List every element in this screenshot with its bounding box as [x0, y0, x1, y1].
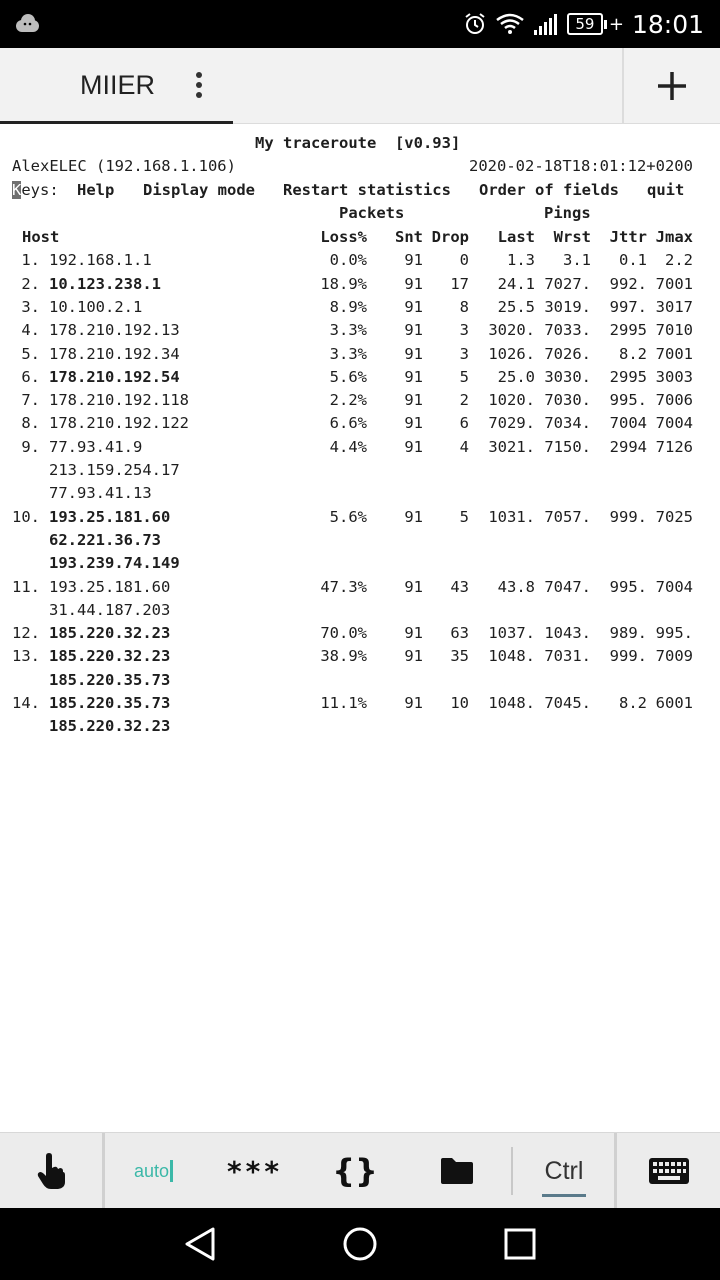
hop-snt: 91	[404, 694, 423, 712]
key-help[interactable]: Help	[77, 181, 115, 199]
hop-last: 7029.	[488, 414, 535, 433]
timestamp: 2020-02-18T18:01:12+0200	[469, 157, 693, 175]
hop-number: 8.	[21, 414, 40, 433]
hop-wrst: 7031.	[544, 647, 591, 666]
terminal-title: My traceroute [v0.93]	[255, 134, 461, 152]
hop-jmax: 2.2	[665, 251, 693, 270]
hop-drop: 3	[459, 344, 469, 363]
ctrl-button[interactable]	[514, 1133, 614, 1209]
folder-button[interactable]	[407, 1133, 507, 1209]
hop-drop: 6	[459, 414, 469, 433]
hop-snt: 91	[404, 507, 423, 526]
terminal-view[interactable]	[0, 124, 720, 1132]
hop-jttr: 8.2	[619, 344, 647, 363]
wifi-icon	[495, 12, 525, 36]
hop-host: 178.210.192.13	[49, 321, 180, 340]
hop-wrst: 7045.	[544, 694, 591, 712]
hop-drop: 8	[459, 297, 469, 316]
hop-jttr: 2995	[609, 321, 647, 340]
hop-jmax: 7126	[655, 437, 693, 456]
hop-number: 13.	[12, 647, 40, 666]
hop-wrst: 7033.	[544, 321, 591, 340]
hop-loss: 5.6%	[329, 367, 367, 386]
hop-last: 1031.	[488, 507, 535, 526]
keyboard-icon	[648, 1157, 690, 1185]
navigation-bar	[0, 1208, 720, 1280]
hop-jttr: 995.	[609, 391, 647, 410]
hop-jmax: 7004	[655, 414, 693, 433]
folder-icon	[439, 1156, 475, 1186]
hop-snt: 91	[404, 367, 423, 386]
stars-label: ***	[227, 1154, 283, 1188]
hop-last: 1048.	[488, 647, 535, 666]
hop-number: 4.	[21, 321, 40, 340]
header-wrst: Wrst	[553, 228, 591, 246]
status-bar	[0, 0, 720, 48]
battery-icon	[567, 13, 624, 35]
hop-drop: 3	[459, 321, 469, 340]
hop-snt: 91	[404, 391, 423, 410]
recents-icon	[503, 1227, 537, 1261]
hop-wrst: 7027.	[544, 274, 591, 293]
hop-snt: 91	[404, 344, 423, 363]
hop-host: 10.100.2.1	[49, 297, 143, 316]
hop-loss: 2.2%	[329, 391, 367, 410]
hop-snt: 91	[404, 274, 423, 293]
hop-number: 9.	[21, 437, 40, 456]
group-pings: Pings	[544, 204, 591, 222]
hop-jttr: 989.	[609, 624, 647, 643]
hop-wrst: 1043.	[544, 624, 591, 643]
hop-wrst: 3.1	[563, 251, 591, 270]
stars-button[interactable]	[205, 1133, 305, 1209]
hop-wrst: 7034.	[544, 414, 591, 433]
hop-snt: 91	[404, 414, 423, 433]
add-session-button[interactable]	[624, 48, 720, 124]
hop-snt: 91	[404, 321, 423, 340]
hop-jmax: 7009	[655, 647, 693, 666]
header-drop: Drop	[431, 228, 469, 246]
hop-drop: 4	[459, 437, 469, 456]
hop-jmax: 7006	[655, 391, 693, 410]
hop-last: 25.0	[497, 367, 535, 386]
hop-snt: 91	[404, 251, 423, 270]
hop-host: 193.25.181.60	[49, 507, 171, 526]
hop-snt: 91	[404, 624, 423, 643]
hop-loss: 4.4%	[329, 437, 367, 456]
hop-last: 1026.	[488, 344, 535, 363]
hop-wrst: 3019.	[544, 297, 591, 316]
hop-last: 24.1	[497, 274, 535, 293]
keys-label: eys:	[21, 181, 59, 199]
touch-mode-button[interactable]	[0, 1133, 102, 1209]
recents-button[interactable]	[475, 1208, 565, 1280]
hop-loss: 6.6%	[329, 414, 367, 433]
hop-jttr: 8.2	[619, 694, 647, 712]
header-loss: Loss%	[320, 228, 367, 246]
hop-loss: 70.0%	[320, 624, 367, 643]
hop-host: 185.220.32.23	[49, 647, 171, 666]
hop-wrst: 7047.	[544, 577, 591, 596]
hop-alt-host: 62.221.36.73	[49, 530, 161, 549]
hop-snt: 91	[404, 297, 423, 316]
hop-loss: 8.9%	[329, 297, 367, 316]
hop-jttr: 2994	[609, 437, 647, 456]
hop-number: 12.	[12, 624, 40, 643]
hop-jttr: 0.1	[619, 251, 647, 270]
hop-host: 178.210.192.118	[49, 391, 189, 410]
hop-host: 178.210.192.122	[49, 414, 189, 433]
hop-drop: 5	[459, 507, 469, 526]
hop-number: 1.	[21, 251, 40, 270]
hop-jttr: 997.	[609, 297, 647, 316]
hop-jttr: 2995	[609, 367, 647, 386]
terminal-cursor: K	[12, 181, 22, 199]
keys-line	[12, 179, 59, 202]
hop-alt-host: 77.93.41.13	[49, 484, 152, 503]
key-order-of-fields[interactable]: Order of fields	[479, 181, 619, 199]
charging-indicator: +	[608, 13, 624, 35]
hop-wrst: 3030.	[544, 367, 591, 386]
hop-drop: 5	[459, 367, 469, 386]
hop-loss: 3.3%	[329, 344, 367, 363]
hop-loss: 11.1%	[320, 694, 367, 712]
key-quit[interactable]: quit	[647, 181, 685, 199]
extra-keys-toolbar	[0, 1132, 720, 1208]
battery-level: 59	[567, 13, 603, 35]
tab-title: MIIER	[80, 70, 156, 100]
hop-wrst: 7030.	[544, 391, 591, 410]
key-display-mode[interactable]: Display mode	[143, 181, 255, 199]
alarm-icon	[463, 12, 487, 36]
hop-wrst: 7057.	[544, 507, 591, 526]
app-bar	[0, 48, 720, 124]
host-info: AlexELEC (192.168.1.106)	[12, 157, 236, 175]
hop-last: 3021.	[488, 437, 535, 456]
hop-last: 1037.	[488, 624, 535, 643]
home-icon	[342, 1226, 378, 1262]
auto-button[interactable]	[105, 1133, 202, 1209]
hop-jmax: 7025	[655, 507, 693, 526]
hop-jmax: 7001	[655, 274, 693, 293]
hop-alt-host: 31.44.187.203	[49, 600, 171, 619]
key-restart-statistics[interactable]: Restart statistics	[283, 181, 451, 199]
hop-last: 3020.	[488, 321, 535, 340]
hop-alt-host: 193.239.74.149	[49, 554, 180, 573]
cloud-icon	[14, 12, 40, 36]
group-packets: Packets	[339, 204, 405, 222]
hop-drop: 10	[450, 694, 469, 712]
hop-host: 178.210.192.54	[49, 367, 180, 386]
hop-last: 1020.	[488, 391, 535, 410]
hop-host: 178.210.192.34	[49, 344, 180, 363]
hop-jttr: 992.	[609, 274, 647, 293]
hop-loss: 3.3%	[329, 321, 367, 340]
hop-number: 3.	[21, 297, 40, 316]
hop-number: 14.	[12, 694, 40, 712]
back-icon	[183, 1226, 217, 1262]
header-last: Last	[497, 228, 535, 246]
hop-alt-host: 185.220.35.73	[49, 670, 171, 689]
hop-number: 2.	[21, 274, 40, 293]
hop-host: 10.123.238.1	[49, 274, 161, 293]
hop-loss: 5.6%	[329, 507, 367, 526]
hop-number: 7.	[21, 391, 40, 410]
header-jttr: Jttr	[609, 228, 647, 246]
signal-icon	[533, 12, 559, 36]
hop-number: 10.	[12, 507, 40, 526]
hop-last: 25.5	[497, 297, 535, 316]
braces-label: {}	[332, 1152, 378, 1190]
hop-drop: 17	[450, 274, 469, 293]
touch-hand-icon	[36, 1152, 66, 1190]
hop-wrst: 7150.	[544, 437, 591, 456]
hop-number: 6.	[21, 367, 40, 386]
ctrl-label: Ctrl	[544, 1156, 584, 1185]
home-button[interactable]	[315, 1208, 405, 1280]
hop-host: 185.220.35.73	[49, 694, 171, 712]
hop-jmax: 7010	[655, 321, 693, 340]
auto-label: auto	[133, 1160, 170, 1181]
hop-last: 1048.	[488, 694, 535, 712]
hop-jttr: 999.	[609, 507, 647, 526]
hop-wrst: 7026.	[544, 344, 591, 363]
header-snt: Snt	[395, 228, 423, 246]
braces-button[interactable]	[305, 1133, 405, 1209]
header-host: Host	[22, 228, 60, 246]
hop-drop: 0	[459, 251, 469, 270]
hop-drop: 35	[450, 647, 469, 666]
hop-jttr: 995.	[609, 577, 647, 596]
hop-drop: 63	[450, 624, 469, 643]
hop-jttr: 7004	[609, 414, 647, 433]
hop-snt: 91	[404, 647, 423, 666]
hop-jmax: 3017	[655, 297, 693, 316]
hop-loss: 18.9%	[320, 274, 367, 293]
hop-number: 5.	[21, 344, 40, 363]
hop-drop: 2	[459, 391, 469, 410]
hop-jmax: 7004	[655, 577, 693, 596]
hop-last: 43.8	[497, 577, 535, 596]
hop-loss: 38.9%	[320, 647, 367, 666]
hop-last: 1.3	[507, 251, 535, 270]
hop-snt: 91	[404, 577, 423, 596]
hop-jmax: 7001	[655, 344, 693, 363]
back-button[interactable]	[155, 1208, 245, 1280]
hop-loss: 47.3%	[320, 577, 367, 596]
hop-host: 192.168.1.1	[49, 251, 152, 270]
hop-number: 11.	[12, 577, 40, 596]
hop-alt-host: 185.220.32.23	[49, 717, 171, 736]
hop-jttr: 999.	[609, 647, 647, 666]
tab-miier[interactable]	[0, 48, 233, 124]
hop-jmax: 3003	[655, 367, 693, 386]
keyboard-toggle-button[interactable]	[617, 1133, 720, 1209]
hop-loss: 0.0%	[329, 251, 367, 270]
hop-host: 193.25.181.60	[49, 577, 171, 596]
hop-jmax: 6001	[655, 694, 693, 712]
vertical-dots-icon[interactable]	[190, 70, 208, 100]
clock-time: 18:01	[631, 9, 704, 39]
hop-host: 185.220.32.23	[49, 624, 171, 643]
hop-host: 77.93.41.9	[49, 437, 143, 456]
hop-jmax: 995.	[655, 624, 693, 643]
toolbar-thin-separator	[511, 1147, 513, 1195]
header-jmax: Jmax	[655, 228, 693, 246]
ctrl-active-indicator	[542, 1194, 586, 1197]
plus-icon	[656, 70, 688, 102]
hop-snt: 91	[404, 437, 423, 456]
hop-alt-host: 213.159.254.17	[49, 461, 180, 479]
hop-drop: 43	[450, 577, 469, 596]
